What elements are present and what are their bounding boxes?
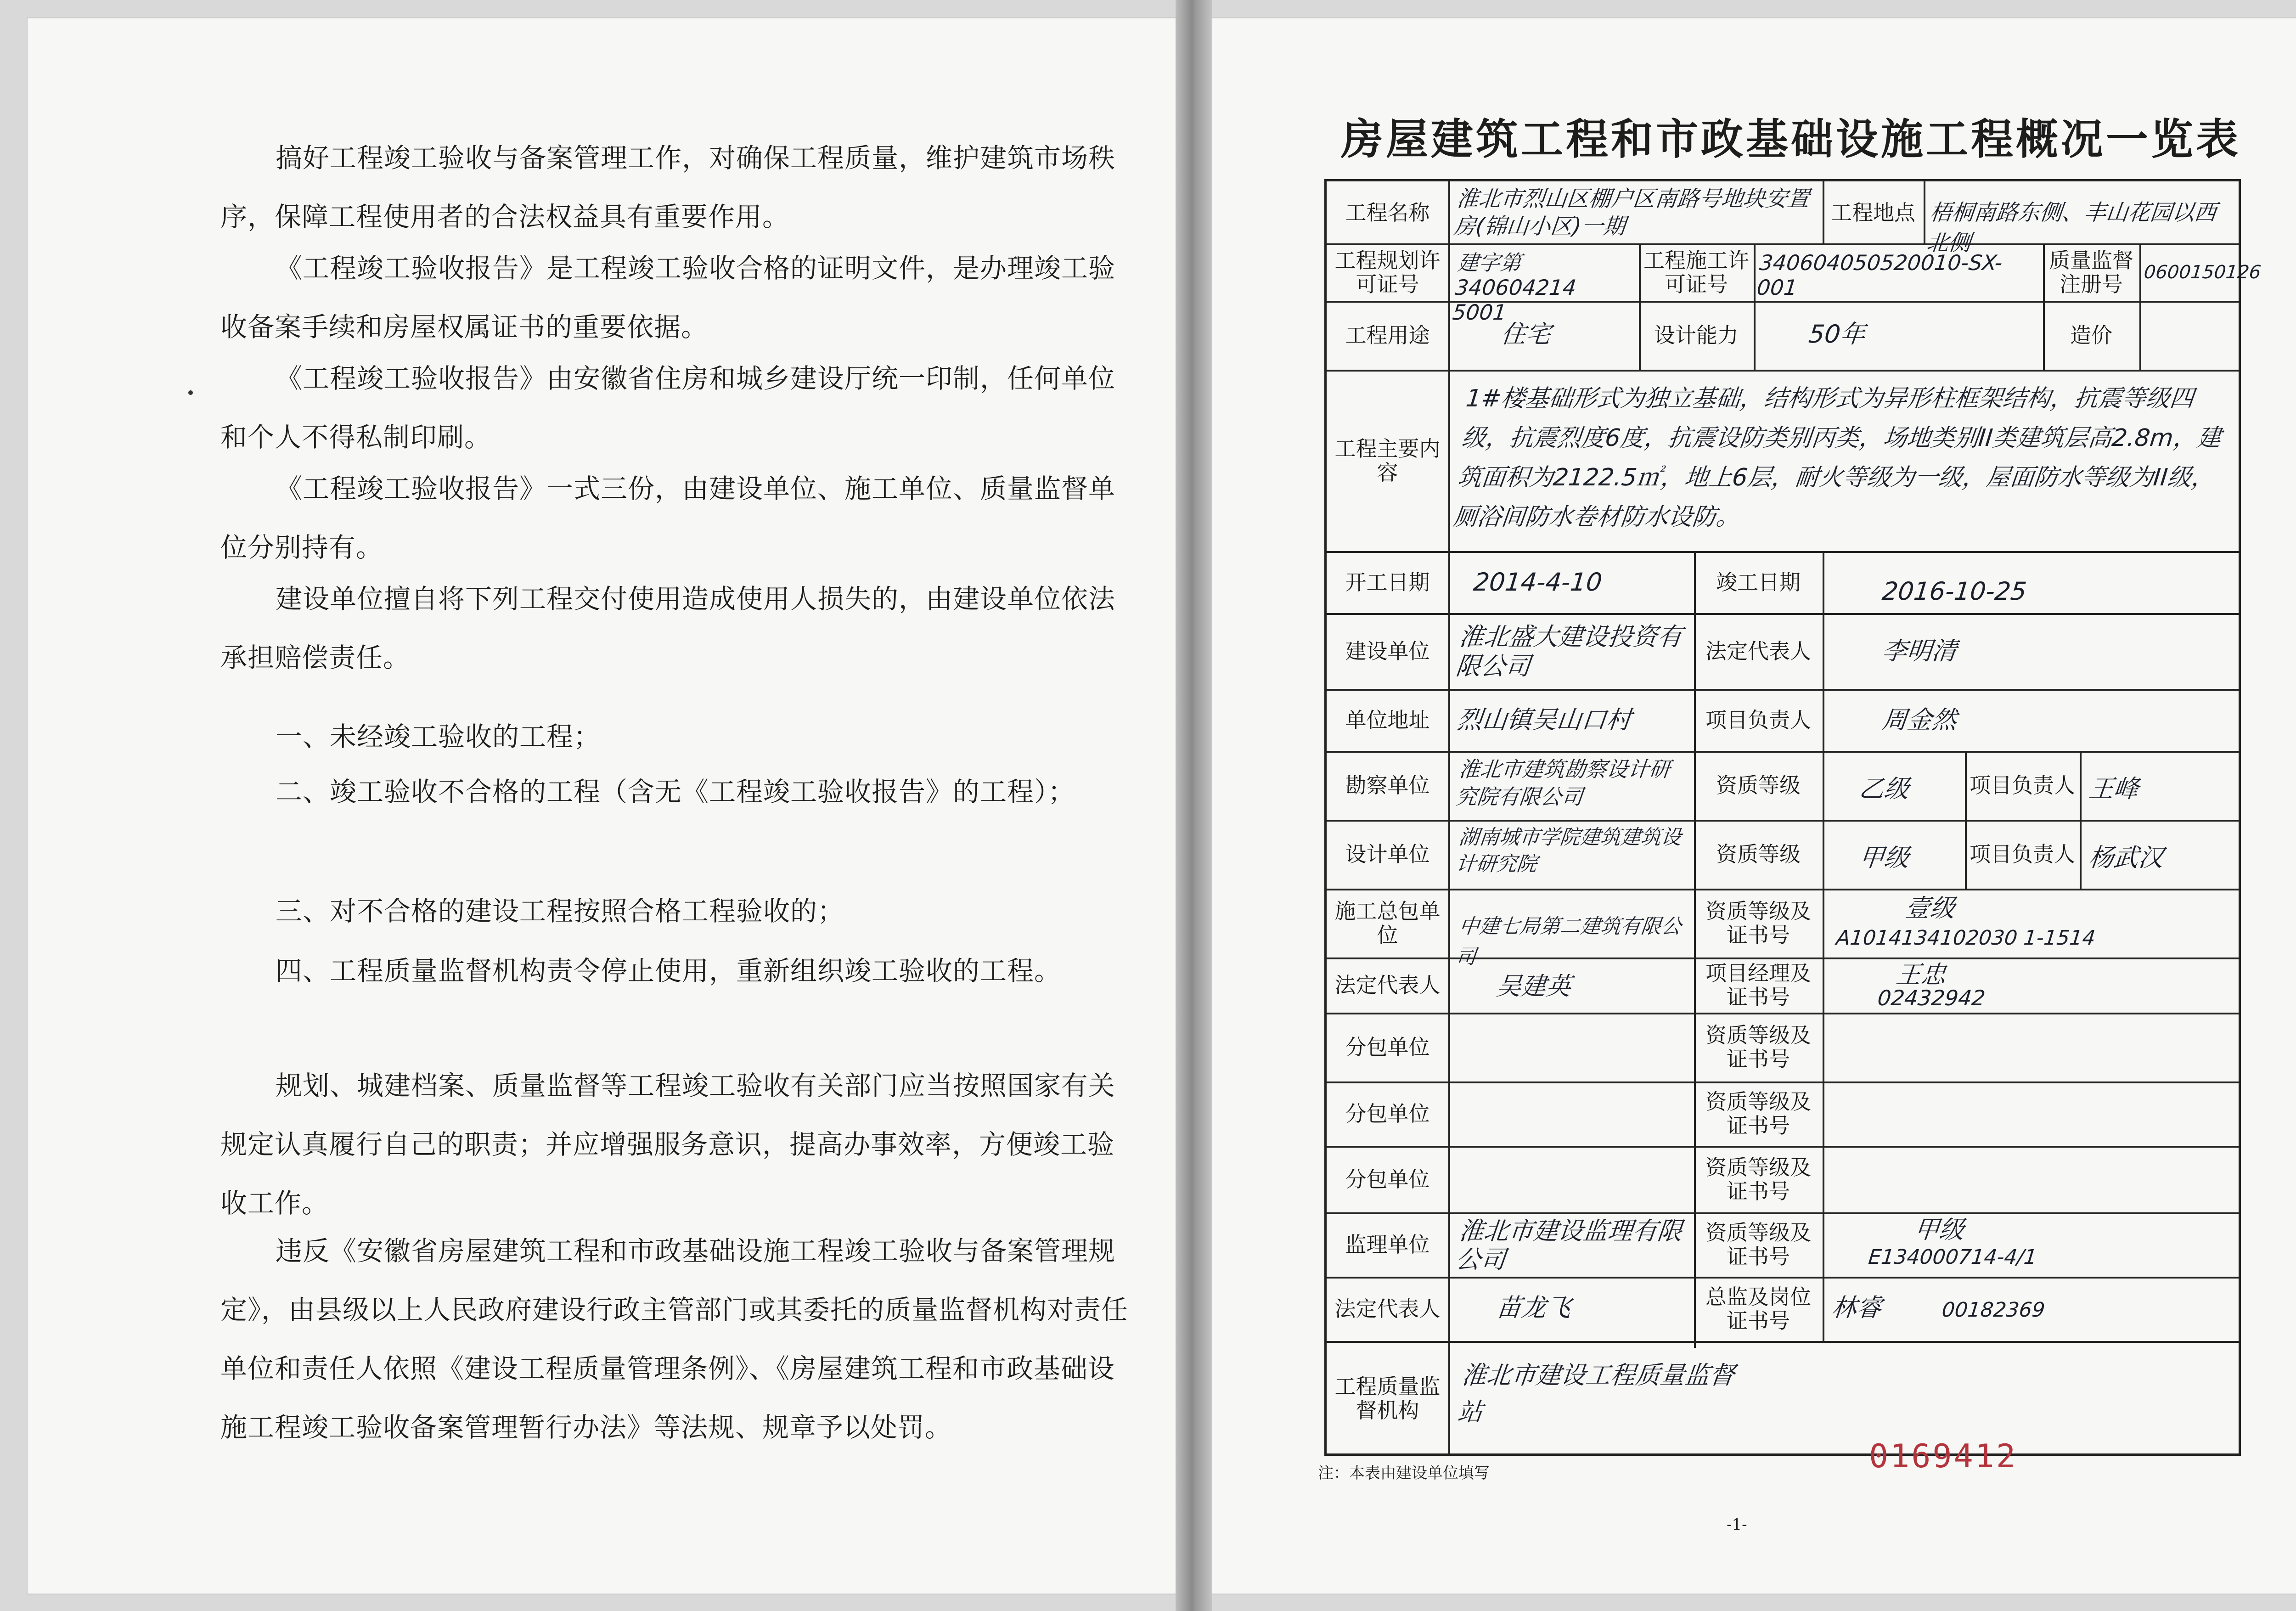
paragraph-report-purpose: 《工程竣工验收报告》是工程竣工验收合格的证明文件，是办理竣工验收备案手续和房屋权属证书的重要依据。	[220, 253, 1116, 343]
paragraph-duties: 规划、城建档案、质量监督等工程竣工验收有关部门应当按照国家有关规定认真履行自己的职责；并应增强服务意识，提高办事效率，方便竣工验收工作。	[220, 1070, 1116, 1219]
value-quality-agency: 淮北市建设工程质量监督站	[1456, 1361, 1736, 1426]
label-project-manager: 项目经理及证书号	[1705, 961, 1811, 1009]
label-project-name: 工程名称	[1345, 200, 1430, 225]
label-cost: 造价	[2070, 323, 2112, 348]
value-chief-supervisor: 林睿	[1830, 1293, 1883, 1322]
label-completion-date: 竣工日期	[1716, 569, 1801, 595]
paragraph-copies: 《工程竣工验收报告》一式三份，由建设单位、施工单位、质量监督单位分别持有。	[220, 473, 1116, 563]
value-survey-unit: 淮北市建筑勘察设计研究院有限公司	[1455, 757, 1671, 809]
label-survey-leader: 项目负责人	[1970, 773, 2075, 798]
value-main-content: 1#楼基础形式为独立基础，结构形式为异形柱框架结构，抗震等级四级，抗震烈度6度，抗震设防类别丙类，场地类别II类建筑层高2.8m，建筑面积为2122.5㎡，地上6层，耐火等级为一级，屋面防水等级为II级，厕浴间防水卷材防水设防。	[1452, 385, 2223, 531]
left-page	[28, 18, 1176, 1594]
value-project-name: 淮北市烈山区棚户区南路号地块安置房(锦山小区)一期	[1452, 186, 1811, 239]
value-builder-legal-rep: 李明清	[1880, 637, 1958, 665]
value-builder: 淮北盛大建设投资有限公司	[1454, 622, 1684, 681]
label-design-capacity: 设计能力	[1654, 323, 1739, 348]
label-legal-rep-2: 法定代表人	[1334, 973, 1441, 997]
value-contractor-legal-rep: 吴建英	[1495, 972, 1573, 1001]
label-subcontractor-1: 分包单位	[1345, 1035, 1430, 1059]
label-contractor-qual: 资质等级及证书号	[1705, 899, 1811, 947]
list-item-1: 一、未经竣工验收的工程；	[276, 721, 601, 752]
label-start-date: 开工日期	[1345, 569, 1430, 595]
paragraph-liability: 建设单位擅自将下列工程交付使用造成使用人损失的，由建设单位依法承担赔偿责任。	[220, 583, 1116, 673]
value-completion-date: 2016-10-25	[1880, 577, 2028, 606]
label-design-qual: 资质等级	[1716, 842, 1801, 867]
serial-number: 0169412	[1869, 1437, 2018, 1475]
value-design-qual: 甲级	[1857, 843, 1911, 872]
value-start-date: 2014-4-10	[1472, 568, 1604, 597]
paragraph-printing: 《工程竣工验收报告》由安徽省住房和城乡建设厅统一印制，任何单位和个人不得私制印刷。	[220, 363, 1116, 453]
label-sub-qual-1: 资质等级及证书号	[1705, 1023, 1811, 1071]
label-survey-qual: 资质等级	[1716, 773, 1801, 798]
label-general-contractor: 施工总包单位	[1334, 899, 1441, 947]
value-project-manager: 王忠	[1894, 960, 1947, 989]
label-supervision-qual: 资质等级及证书号	[1705, 1220, 1811, 1269]
value-chief-supervisor-cert: 00182369	[1941, 1298, 2046, 1322]
list-item-2: 二、竣工验收不合格的工程（含无《工程竣工验收报告》的工程）；	[276, 776, 1075, 807]
label-builder: 建设单位	[1345, 638, 1430, 664]
value-general-contractor: 中建七局第二建筑有限公司	[1454, 915, 1683, 969]
value-supervision-cert: E134000714-4/1	[1867, 1245, 2038, 1269]
paragraph-penalty: 违反《安徽省房屋建筑工程和市政基础设施工程竣工验收与备案管理规定》，由县级以上人民政府建设行政主管部门或其委托的质量监督机构对责任单位和责任人依照《建设工程质量管理条例》、《房屋建筑工程和市政基础设施工程竣工验收备案管理暂行办法》等法规、规章予以处罚。	[220, 1235, 1129, 1443]
value-design-leader: 杨武汉	[2087, 843, 2165, 872]
value-design-capacity: 50年	[1807, 320, 1867, 349]
form-title: 房屋建筑工程和市政基础设施工程概况一览表	[1340, 115, 2241, 164]
label-legal-rep-1: 法定代表人	[1705, 638, 1811, 664]
list-item-3: 三、对不合格的建设工程按照合格工程验收的；	[276, 896, 845, 927]
form-note: 注：本表由建设单位填写	[1318, 1464, 1490, 1482]
value-design-unit: 湖南城市学院建筑建筑设计研究院	[1455, 826, 1683, 876]
value-project-location: 梧桐南路东侧、丰山花园以西北侧	[1925, 200, 2218, 256]
label-project-leader-1: 项目负责人	[1705, 707, 1811, 732]
value-construction-permit: 340604050520010-SX-001	[1756, 250, 2004, 300]
label-design-leader: 项目负责人	[1970, 842, 2075, 867]
label-design-unit: 设计单位	[1345, 842, 1430, 867]
value-contractor-qual: 壹级	[1903, 894, 1957, 923]
label-sub-qual-3: 资质等级及证书号	[1705, 1155, 1811, 1204]
value-project-manager-cert: 02432942	[1876, 986, 1986, 1010]
value-supervision-unit: 淮北市建设监理有限公司	[1454, 1217, 1684, 1274]
value-planning-permit: 建字第340604214 5001	[1451, 250, 1578, 325]
label-planning-permit: 工程规划许可证号	[1334, 248, 1441, 297]
value-survey-qual: 乙级	[1857, 774, 1911, 803]
label-survey-unit: 勘察单位	[1345, 773, 1430, 798]
value-supervision-qual: 甲级	[1913, 1215, 1966, 1244]
paragraph-intro: 搞好工程竣工验收与备案管理工作，对确保工程质量，维护建筑市场秩序，保障工程使用者的合法权益具有重要作用。	[220, 142, 1116, 232]
value-builder-project-leader: 周金然	[1880, 705, 1958, 734]
value-survey-leader: 王峰	[2087, 774, 2140, 803]
label-subcontractor-3: 分包单位	[1345, 1166, 1430, 1192]
label-quality-agency: 工程质量监督机构	[1334, 1374, 1441, 1423]
label-sub-qual-2: 资质等级及证书号	[1705, 1089, 1811, 1138]
project-overview-table	[1324, 179, 2262, 1456]
label-supervision-unit: 监理单位	[1345, 1232, 1430, 1257]
book-spine	[1176, 0, 1212, 1611]
value-unit-address: 烈山镇吴山口村	[1456, 705, 1633, 734]
label-legal-rep-3: 法定代表人	[1334, 1296, 1441, 1321]
value-quality-reg: 0600150126	[2143, 262, 2262, 283]
ink-dot	[188, 390, 193, 395]
page-number: -1-	[1727, 1515, 1747, 1534]
value-contractor-cert: A1014134102030 1-1514	[1835, 926, 2097, 950]
label-construction-permit: 工程施工许可证号	[1643, 248, 1749, 297]
value-usage: 住宅	[1499, 320, 1553, 349]
label-usage: 工程用途	[1345, 323, 1430, 348]
label-unit-address: 单位地址	[1345, 707, 1430, 732]
label-project-location: 工程地点	[1831, 200, 1915, 225]
label-quality-reg: 质量监督注册号	[2049, 248, 2133, 297]
list-item-4: 四、工程质量监督机构责令停止使用，重新组织竣工验收的工程。	[276, 955, 1062, 986]
value-supervision-legal-rep: 苗龙飞	[1495, 1293, 1573, 1322]
label-subcontractor-2: 分包单位	[1345, 1101, 1430, 1126]
label-chief-supervisor: 总监及岗位证书号	[1705, 1284, 1811, 1333]
label-main-content: 工程主要内容	[1334, 436, 1441, 485]
